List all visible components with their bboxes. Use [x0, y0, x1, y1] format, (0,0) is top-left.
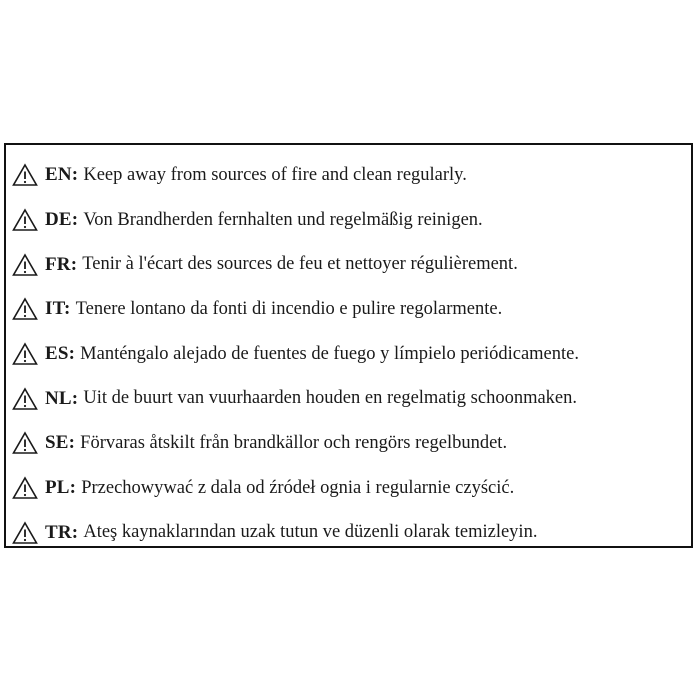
warning-triangle-icon — [12, 431, 38, 455]
warning-triangle-icon — [12, 253, 38, 277]
warning-text: Ateş kaynaklarından uzak tutun ve düzenli olarak temizleyin. — [83, 522, 538, 543]
warning-text: Uit de buurt van vuurhaarden houden en regelmatig schoonmaken. — [83, 388, 578, 409]
language-code: TR: — [45, 521, 79, 543]
language-code: FR: — [45, 253, 78, 275]
warning-label-box — [4, 143, 693, 548]
language-code: IT: — [45, 298, 71, 320]
warning-row-en — [6, 153, 691, 198]
warning-row-se — [6, 421, 691, 466]
warning-triangle-icon — [12, 387, 38, 411]
warning-triangle-icon — [12, 163, 38, 187]
language-code: PL: — [45, 477, 77, 499]
warning-row-fr — [6, 242, 691, 287]
language-code: SE: — [45, 432, 76, 454]
warning-row-pl — [6, 466, 691, 511]
warning-row-it — [6, 287, 691, 332]
warning-triangle-icon — [12, 521, 38, 545]
warning-list — [6, 153, 691, 555]
language-code: ES: — [45, 343, 76, 365]
warning-triangle-icon — [12, 297, 38, 321]
language-code: EN: — [45, 164, 79, 186]
warning-text: Tenir à l'écart des sources de feu et nettoyer régulièrement. — [82, 254, 518, 275]
warning-triangle-icon — [12, 476, 38, 500]
warning-text: Von Brandherden fernhalten und regelmäßig reinigen. — [83, 209, 483, 230]
language-code: DE: — [45, 209, 79, 231]
language-code: NL: — [45, 387, 79, 409]
warning-text: Förvaras åtskilt från brandkällor och rengörs regelbundet. — [80, 432, 508, 453]
warning-text: Tenere lontano da fonti di incendio e pulire regolarmente. — [75, 298, 503, 319]
warning-text: Manténgalo alejado de fuentes de fuego y límpielo periódicamente. — [80, 343, 579, 364]
warning-text: Przechowywać z dala od źródeł ognia i regularnie czyścić. — [81, 477, 515, 498]
warning-row-tr — [6, 511, 691, 556]
warning-triangle-icon — [12, 342, 38, 366]
warning-row-nl — [6, 376, 691, 421]
warning-row-es — [6, 332, 691, 377]
warning-triangle-icon — [12, 208, 38, 232]
warning-text: Keep away from sources of fire and clean regularly. — [83, 164, 467, 185]
warning-row-de — [6, 198, 691, 243]
